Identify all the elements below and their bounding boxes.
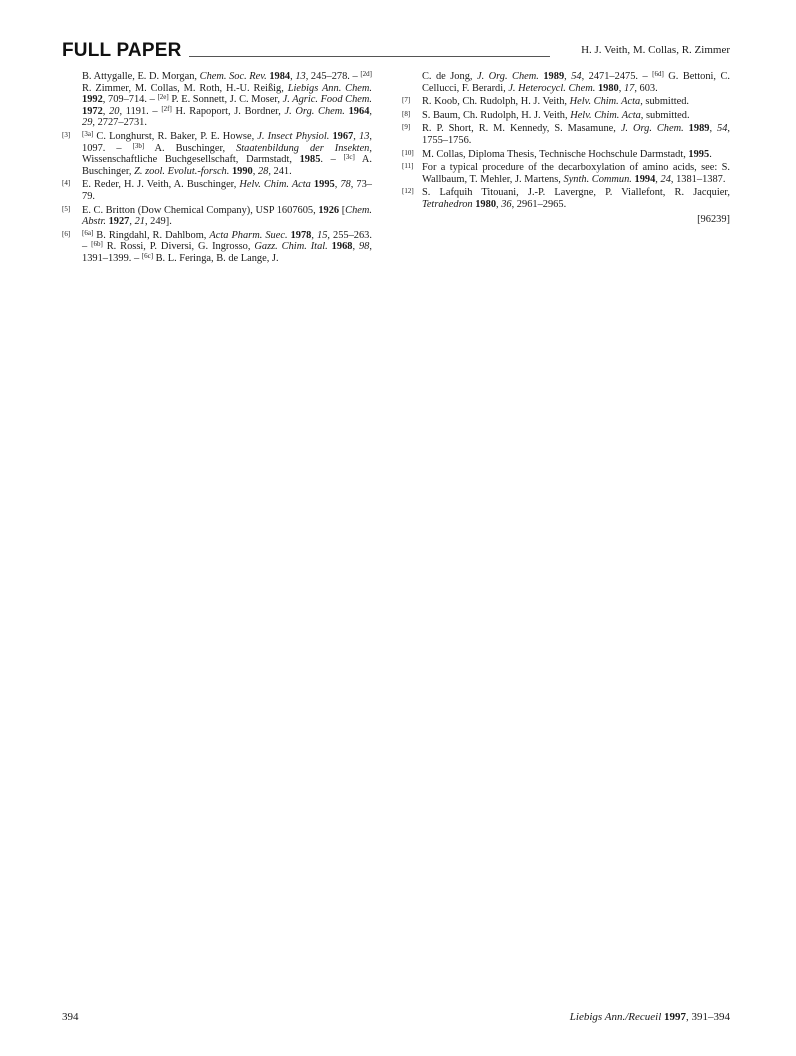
reference-item: [402, 96, 730, 108]
reference-item: [402, 149, 730, 161]
reference-text: R. P. Short, R. M. Kennedy, S. Masamune, J. Org. Chem. 1989, 54, 1755–1756.: [422, 123, 730, 146]
reference-text: C. de Jong, J. Org. Chem. 1989, 54, 2471–2475. – [6d] G. Bettoni, C. Cellucci, F. Berardi, J. Heterocycl. Chem. 1980, 17, 603.: [422, 70, 730, 94]
reference-number: [4]: [62, 179, 71, 188]
manuscript-code: [96239]: [697, 213, 730, 225]
reference-number: [9]: [402, 123, 411, 132]
reference-item: [402, 187, 730, 210]
references-left-column: [62, 71, 372, 267]
reference-item: [62, 131, 372, 177]
reference-text: For a typical procedure of the decarboxylation of amino acids, see: S. Wallbaum, T. Mehler, J. Martens, Synth. Commun. 1994, 24, 1381–1387.: [422, 162, 730, 185]
reference-text: [6a] B. Ringdahl, R. Dahlbom, Acta Pharm. Suec. 1978, 15, 255–263. – [6b] R. Rossi, P. Diversi, G. Ingrosso, Gazz. Chim. Ital. 1968, 98, 1391–1399. – [6c] B. L. Feringa, B. de Lange, J.: [82, 228, 372, 264]
reference-text: E. C. Britton (Dow Chemical Company), USP 1607605, 1926 [Chem. Abstr. 1927, 21, 249].: [82, 204, 372, 228]
running-authors: H. J. Veith, M. Collas, R. Zimmer: [581, 44, 730, 56]
reference-number: [7]: [402, 96, 411, 105]
reference-text: S. Lafquih Titouani, J.-P. Lavergne, P. Viallefont, R. Jacquier, Tetrahedron 1980, 36, 2961–2965.: [422, 187, 730, 210]
page-header: [62, 40, 730, 62]
journal-pages: , 391–394: [686, 1011, 730, 1023]
page-number: 394: [62, 1011, 79, 1023]
reference-item: [62, 71, 372, 129]
reference-item: [402, 162, 730, 185]
reference-number: [6]: [62, 229, 71, 238]
reference-text: R. Koob, Ch. Rudolph, H. J. Veith, Helv. Chim. Acta, submitted.: [422, 96, 689, 108]
reference-item: [402, 110, 730, 122]
journal-citation: [570, 1010, 730, 1024]
journal-year: 1997: [664, 1011, 686, 1023]
reference-item: [402, 123, 730, 146]
reference-number: [8]: [402, 109, 411, 118]
reference-item: [402, 71, 730, 94]
reference-text: E. Reder, H. J. Veith, A. Buschinger, Helv. Chim. Acta 1995, 78, 73–79.: [82, 179, 372, 202]
reference-item: [62, 179, 372, 202]
reference-item: [62, 230, 372, 265]
reference-number: [11]: [402, 162, 414, 171]
reference-number: [12]: [402, 187, 414, 196]
header-rule: [189, 56, 550, 57]
reference-text: [3a] C. Longhurst, R. Baker, P. E. Howse, J. Insect Physiol. 1967, 13, 1097. – [3b] A. Buschinger, Staatenbildung der Insekten, Wissenschaftliche Buchgesellschaft, Darmstadt, 1985. – [3c] A. Buschinger, Z. zool. Evolut.-forsch. 1990, 28, 241.: [82, 129, 372, 177]
reference-text: B. Attygalle, E. D. Morgan, Chem. Soc. Rev. 1984, 13, 245–278. – [2d] R. Zimmer, M. Collas, M. Roth, H.-U. Reißig, Liebigs Ann. Chem. 1992, 709–714. – [2e] P. E. Sonnett, J. C. Moser, J. Agric. Food Chem. 1972, 20, 1191. – [2f] H. Rapoport, J. Bordner, J. Org. Chem. 1964, 29, 2727–2731.: [82, 70, 372, 129]
reference-number: [5]: [62, 204, 71, 213]
reference-text: M. Collas, Diploma Thesis, Technische Hochschule Darmstadt, 1995.: [422, 148, 712, 160]
references-right-column: [402, 71, 730, 225]
section-title: FULL PAPER: [62, 40, 182, 61]
reference-text: S. Baum, Ch. Rudolph, H. J. Veith, Helv. Chim. Acta, submitted.: [422, 109, 690, 121]
reference-item: [62, 205, 372, 228]
reference-number: [3]: [62, 130, 71, 139]
journal-name: Liebigs Ann./Recueil: [569, 1011, 662, 1023]
reference-number: [10]: [402, 148, 414, 157]
